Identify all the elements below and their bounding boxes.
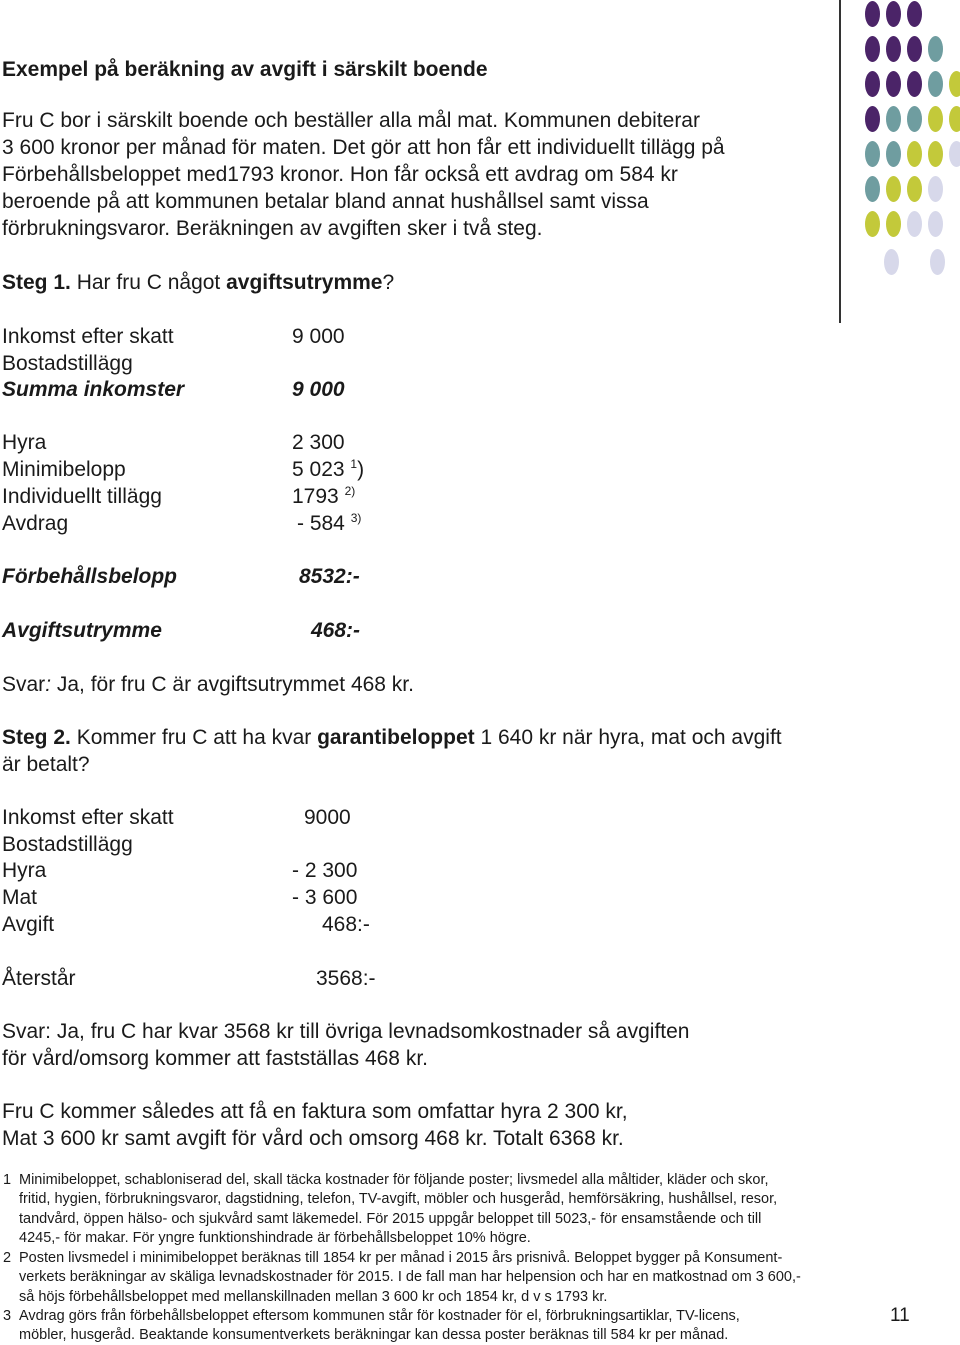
value-text: 5 023 [292,458,345,481]
teal-dot [865,141,880,167]
value-text: - 584 [297,512,345,535]
row-label: Individuellt tillägg [2,485,162,508]
step2-question-end: 1 640 kr när hyra, mat och avgift [474,726,782,749]
purple-dot [907,71,922,97]
lavender-dot [928,176,943,202]
footnote-line: tandvård, öppen hälso- och sjukvård samt läkemedel. För 2015 uppgår beloppet till 5023,- för ensamstående och till [19,1211,762,1227]
lavender-dot [949,141,960,167]
lime-dot [949,106,960,132]
intro-line: förbrukningsvaror. Beräkningen av avgiften sker i två steg. [2,217,543,240]
row-label: Minimibelopp [2,458,126,481]
purple-dot [907,1,922,27]
row-value: 468:- [322,913,370,936]
row-value: - 3 600 [292,886,358,909]
intro-line: Fru C bor i särskilt boende och beställer alla mål mat. Kommunen debiterar [2,109,700,132]
sum-value: 9 000 [292,378,345,401]
lavender-dot [928,211,943,237]
answer-label: Svar [2,673,46,696]
purple-dot [865,36,880,62]
footnote-ref: 2) [344,484,356,498]
conclusion-line: Mat 3 600 kr samt avgift för vård och omsorg 468 kr. Totalt 6368 kr. [2,1127,624,1150]
intro-line: 3 600 kronor per månad för maten. Det gör att hon får ett individuellt tillägg på [2,136,725,159]
page-number: 11 [890,1305,910,1326]
step1-label: Steg 1. [2,271,71,294]
footnote-line: Avdrag görs från förbehållsbeloppet eftersom kommunen står för kostnader för el, förbrukningsartiklar, TV-licens, [19,1308,740,1324]
row-label: Avdrag [2,512,69,535]
fee-room-value: 468:- [311,619,361,642]
footnote-number: 1 [3,1172,12,1188]
step1-question: Har fru C något [70,271,227,294]
row-label: Hyra [2,431,47,454]
footnote-number: 2 [3,1250,12,1266]
purple-dot [865,71,880,97]
step2-question: Kommer fru C att ha kvar [70,726,318,749]
row-label: Bostadstillägg [2,352,133,375]
lime-dot [928,141,943,167]
sum-label: Summa inkomster [2,378,185,401]
purple-dot [886,36,901,62]
footnote-line: verkets beräkningar av skäliga levnadskostnader för 2015. I de fall man har helpension och har en matkostnad om 3 600,- [19,1269,801,1285]
conclusion-line: Fru C kommer således att få en faktura som omfattar hyra 2 300 kr, [2,1100,628,1123]
reserved-amount-label: Förbehållsbelopp [2,565,178,588]
teal-dot [886,106,901,132]
value-text: 1793 [292,485,339,508]
remaining-label: Återstår [2,967,76,990]
purple-dot [886,71,901,97]
step2-question-keyword: garantibeloppet [317,726,475,749]
row-value [297,511,361,540]
footnote-line: 4245,- för makar. För yngre funktionshindrade är förbehållsbeloppet 10% högre. [19,1230,531,1246]
footnote-line: möbler, husgeråd. Beaktande konsumentverkets beräkningar kan dessa poster beräknas till 584 kr per månad. [19,1327,729,1343]
lime-dot [907,141,922,167]
row-label: Avgift [2,913,55,936]
lavender-dot [884,249,899,275]
step2-answer-line: Svar: Ja, fru C har kvar 3568 kr till övriga levnadsomkostnader så avgiften [2,1020,690,1043]
purple-dot [865,1,880,27]
step1-heading [2,270,394,297]
teal-dot [928,36,943,62]
footnote-ref: 1 [350,457,358,471]
step2-label: Steg 2. [2,726,71,749]
row-label: Bostadstillägg [2,833,133,856]
page-title: Exempel på beräkning av avgift i särskilt boende [2,58,488,81]
row-label: Hyra [2,859,47,882]
footnote-line: Posten livsmedel i minimibeloppet beräknas till 1854 kr per månad i 2015 års prisnivå. Beloppet bygger på Konsument- [19,1250,783,1266]
lavender-dot [930,249,945,275]
footnote-number: 3 [3,1308,12,1324]
lime-dot [886,211,901,237]
step1-answer [2,672,414,699]
answer-text: Ja, för fru C är avgiftsutrymmet 468 kr. [51,673,414,696]
teal-dot [865,176,880,202]
value-close: ) [357,458,365,481]
lime-dot [886,176,901,202]
row-value: 9 000 [292,325,345,348]
lime-dot [928,106,943,132]
row-value [292,457,364,486]
row-label: Mat [2,886,38,909]
teal-dot [886,141,901,167]
footnote-line: så höjs förbehållsbeloppet med mellanskillnaden mellan 3 600 kr och 1854 kr, d v s 1793 kr. [19,1289,608,1305]
intro-line: Förbehållsbeloppet med1793 kronor. Hon får också ett avdrag om 584 kr [2,163,678,186]
step2-heading [2,725,782,752]
row-value [292,484,355,513]
step2-heading-line2: är betalt? [2,753,90,776]
row-label: Inkomst efter skatt [2,806,174,829]
footnote-line: fritid, hygien, förbrukningsvaror, dagstidning, telefon, TV-avgift, möbler och husgeråd, hemförsäkring, hushållsel, resor, [19,1191,778,1207]
decorative-vertical-line [839,0,841,323]
row-value: - 2 300 [292,859,358,882]
footnote-ref: 3) [350,511,362,525]
row-value: 2 300 [292,431,345,454]
lime-dot [907,176,922,202]
lime-dot [865,211,880,237]
row-value: 9000 [304,806,351,829]
lavender-dot [907,211,922,237]
footnote-line: Minimibeloppet, schabloniserad del, skall täcka kostnader för följande poster; livsmedel alla måltider, kläder och skor, [19,1172,769,1188]
intro-line: beroende på att kommunen betalar bland annat hushållsel samt vissa [2,190,649,213]
teal-dot [907,106,922,132]
row-label: Inkomst efter skatt [2,325,174,348]
reserved-amount-value: 8532:- [299,565,360,588]
teal-dot [928,71,943,97]
lime-dot [949,71,960,97]
purple-dot [907,36,922,62]
remaining-value: 3568:- [316,967,376,990]
step2-answer-line: för vård/omsorg kommer att fastställas 468 kr. [2,1047,428,1070]
answer-colon: : [45,673,52,696]
purple-dot [886,1,901,27]
purple-dot [865,106,880,132]
fee-room-label: Avgiftsutrymme [2,619,162,642]
step1-question-keyword: avgiftsutrymme [226,271,383,294]
step1-question-end: ? [382,271,395,294]
